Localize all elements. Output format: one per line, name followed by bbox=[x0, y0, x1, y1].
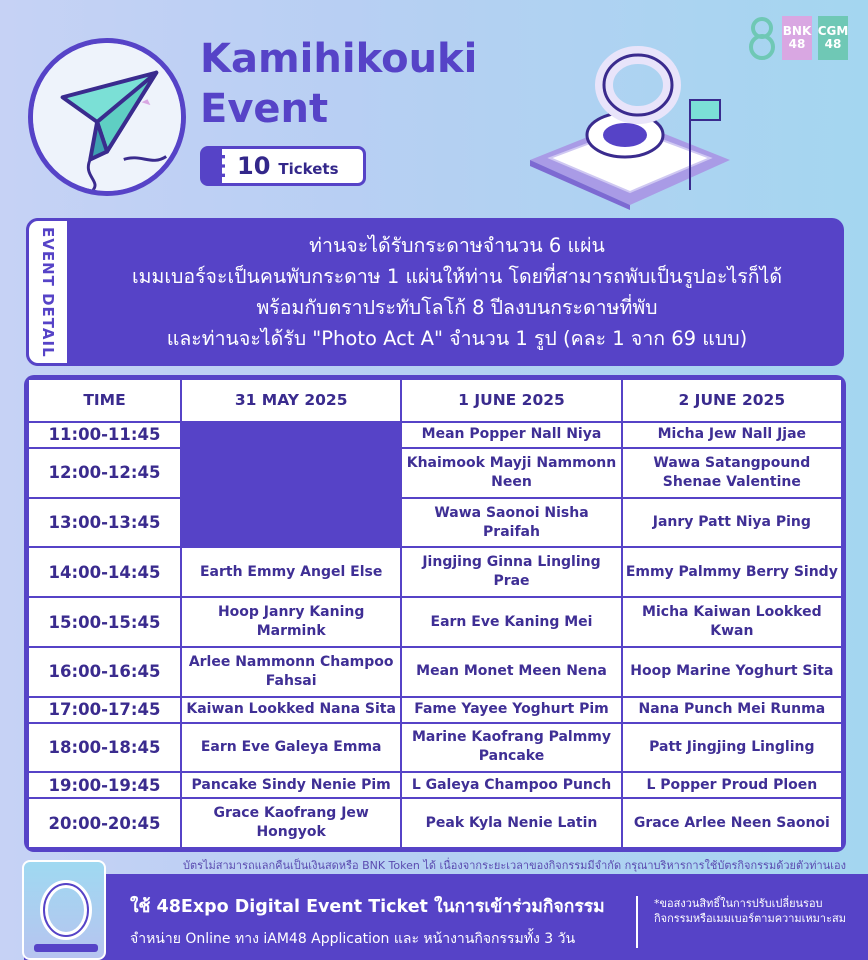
ticket-stub bbox=[203, 149, 225, 183]
time-cell: 19:00-19:45 bbox=[29, 773, 180, 797]
detail-line: ท่านจะได้รับกระดาษจำนวน 6 แผ่น bbox=[309, 234, 605, 257]
member-cell: Kaiwan Lookked Nana Sita bbox=[182, 698, 400, 722]
member-cell: Fame Yayee Yoghurt Pim bbox=[402, 698, 620, 722]
table-row bbox=[29, 449, 841, 497]
table-row bbox=[29, 423, 841, 447]
event-detail-tab bbox=[26, 218, 70, 366]
table-row bbox=[29, 724, 841, 772]
member-cell: Earn Eve Kaning Mei bbox=[402, 598, 620, 646]
time-cell: 17:00-17:45 bbox=[29, 698, 180, 722]
member-cell: Mean Popper Nall Niya bbox=[402, 423, 620, 447]
member-cell: Emmy Palmmy Berry Sindy bbox=[623, 548, 841, 596]
member-cell: Earth Emmy Angel Else bbox=[182, 548, 400, 596]
time-cell: 18:00-18:45 bbox=[29, 724, 180, 772]
member-cell: Micha Jew Nall Jjae bbox=[623, 423, 841, 447]
eight-anniversary-illustration bbox=[520, 40, 740, 210]
member-cell: Earn Eve Galeya Emma bbox=[182, 724, 400, 772]
table-row bbox=[29, 548, 841, 596]
member-cell: Wawa Satangpound Shenae Valentine bbox=[623, 449, 841, 497]
column-header-day-1: 31 MAY 2025 bbox=[182, 380, 400, 421]
member-cell: Micha Kaiwan Lookked Kwan bbox=[623, 598, 841, 646]
time-cell: 14:00-14:45 bbox=[29, 548, 180, 596]
table-header-row bbox=[29, 380, 841, 421]
member-cell: Hoop Janry Kaning Marmink bbox=[182, 598, 400, 646]
member-cell: Nana Punch Mei Runma bbox=[623, 698, 841, 722]
paper-plane-icon bbox=[33, 43, 181, 191]
member-cell: Patt Jingjing Lingling bbox=[623, 724, 841, 772]
ticket-label: Tickets bbox=[278, 160, 339, 178]
detail-line: และท่านจะได้รับ "Photo Act A" จำนวน 1 รูป (คละ 1 จาก 69 แบบ) bbox=[166, 327, 748, 350]
table-row bbox=[29, 799, 841, 847]
member-cell: Jingjing Ginna Lingling Prae bbox=[402, 548, 620, 596]
table-row bbox=[29, 499, 841, 547]
detail-line: เมมเบอร์จะเป็นคนพับกระดาษ 1 แผ่นให้ท่าน โดยที่สามารถพับเป็นรูปอะไรก็ได้ bbox=[131, 265, 783, 288]
member-cell: Arlee Nammonn Champoo Fahsai bbox=[182, 648, 400, 696]
column-header-day-2: 1 JUNE 2025 bbox=[402, 380, 620, 421]
time-cell: 13:00-13:45 bbox=[29, 499, 180, 547]
time-cell: 12:00-12:45 bbox=[29, 449, 180, 497]
member-cell: Marine Kaofrang Palmmy Pancake bbox=[402, 724, 620, 772]
ticket-count: 10 bbox=[237, 152, 271, 180]
member-cell: Janry Patt Niya Ping bbox=[623, 499, 841, 547]
unavailable-slot bbox=[182, 423, 400, 546]
event-detail-label: EVENT DETAIL bbox=[39, 226, 57, 358]
table-row bbox=[29, 648, 841, 696]
footer-headline: ใช้ 48Expo Digital Event Ticket ในการเข้าร่วมกิจกรรม bbox=[130, 897, 605, 917]
member-cell: Hoop Marine Yoghurt Sita bbox=[623, 648, 841, 696]
ticket-badge bbox=[200, 146, 366, 186]
member-cell: L Galeya Champoo Punch bbox=[402, 773, 620, 797]
expo-ticket-thumbnail bbox=[22, 860, 106, 960]
table-row bbox=[29, 773, 841, 797]
bnk48-logo: BNK 48 bbox=[782, 16, 812, 60]
member-cell: Mean Monet Meen Nena bbox=[402, 648, 620, 696]
member-cell: L Popper Proud Ploen bbox=[623, 773, 841, 797]
member-cell: Peak Kyla Nenie Latin bbox=[402, 799, 620, 847]
table-row bbox=[29, 698, 841, 722]
cgm48-logo: CGM 48 bbox=[818, 16, 848, 60]
member-cell: Grace Kaofrang Jew Hongyok bbox=[182, 799, 400, 847]
time-cell: 15:00-15:45 bbox=[29, 598, 180, 646]
event-title bbox=[200, 34, 477, 134]
eight-logo-icon bbox=[748, 16, 776, 60]
member-cell: Grace Arlee Neen Saonoi bbox=[623, 799, 841, 847]
footer-subline: จำหน่าย Online ทาง iAM48 Application และ หน้างานกิจกรรมทั้ง 3 วัน bbox=[130, 931, 576, 947]
member-cell: Khaimook Mayji Nammonn Neen bbox=[402, 449, 620, 497]
time-cell: 20:00-20:45 bbox=[29, 799, 180, 847]
member-cell: Pancake Sindy Nenie Pim bbox=[182, 773, 400, 797]
event-detail-text bbox=[70, 218, 844, 366]
time-cell: 11:00-11:45 bbox=[29, 423, 180, 447]
time-cell: 16:00-16:45 bbox=[29, 648, 180, 696]
paper-plane-logo bbox=[28, 38, 186, 196]
member-cell: Wawa Saonoi Nisha Praifah bbox=[402, 499, 620, 547]
column-header-time: TIME bbox=[29, 380, 180, 421]
refund-note: บัตรไม่สามารถแลกคืนเป็นเงินสดหรือ BNK Token ได้ เนื่องจากระยะเวลาของกิจกรรมมีจำกัด กรุณาบริหารการใช้บัตรกิจกรรมด้วยตัวท่านเอง bbox=[182, 859, 846, 872]
schedule-table bbox=[24, 375, 846, 852]
column-header-day-3: 2 JUNE 2025 bbox=[623, 380, 841, 421]
title-line-1: Kamihikouki bbox=[200, 36, 478, 82]
table-row bbox=[29, 598, 841, 646]
brand-logos bbox=[748, 16, 848, 60]
detail-line: พร้อมกับตราประทับโลโก้ 8 ปีลงบนกระดาษที่พับ bbox=[256, 296, 658, 319]
event-detail-panel bbox=[26, 218, 844, 366]
footer-divider bbox=[636, 896, 638, 948]
footer-disclaimer: *ขอสงวนสิทธิ์ในการปรับเปลี่ยนรอบกิจกรรมหรือเมมเบอร์ตามความเหมาะสม bbox=[654, 897, 846, 925]
title-line-2: Event bbox=[200, 86, 329, 132]
